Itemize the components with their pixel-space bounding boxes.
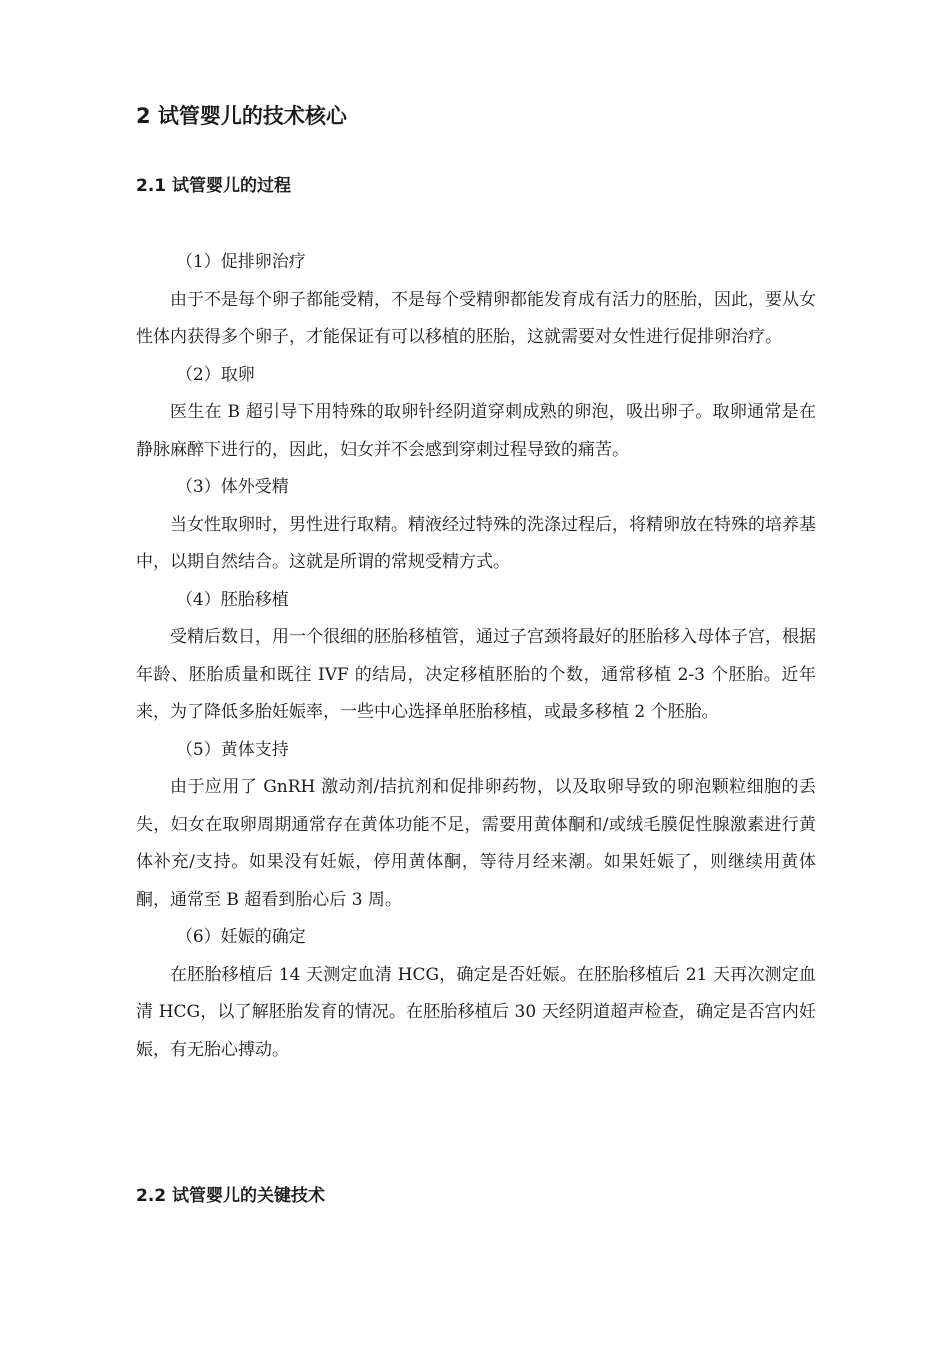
step-title-3: （3）体外受精	[175, 477, 289, 497]
step-title-2: （2）取卵	[175, 364, 255, 385]
section-heading-2-1: 2.1 试管婴儿的过程	[136, 176, 292, 196]
chapter-heading: 2 试管婴儿的技术核心	[136, 104, 347, 128]
section-heading-2-2: 2.2 试管婴儿的关键技术	[136, 1186, 326, 1206]
step-paragraph-1: 由于不是每个卵子都能受精，不是每个受精卵都能发育成有活力的胚胎，因此，要从女性体内获得多个卵子，才能保证有可以移植的胚胎，这就需要对女性进行促排卵治疗。	[136, 289, 816, 347]
step-title-5: （5）黄体支持	[175, 739, 289, 760]
step-paragraph-4: 受精后数日，用一个很细的胚胎移植管，通过子宫颈将最好的胚胎移入母体子宫，根据年龄、胚胎质量和既往 IVF 的结局，决定移植胚胎的个数，通常移植 2-3 个胚胎。近年来，为了降低多胎妊娠率，一些中心选择单胚胎移植，或最多移植 2 个胚胎。	[136, 627, 816, 722]
step-title-6: （6）妊娠的确定	[175, 927, 306, 947]
step-paragraph-5: 由于应用了 GnRH 激动剂/拮抗剂和促排卵药物，以及取卵导致的卵泡颗粒细胞的丢失，妇女在取卵周期通常存在黄体功能不足，需要用黄体酮和/或绒毛膜促性腺激素进行黄体补充/支持。如果没有妊娠，停用黄体酮，等待月经来潮。如果妊娠了，则继续用黄体酮，通常至 B 超看到胎心后 3 周。	[136, 777, 816, 910]
section-2-1-body	[136, 244, 816, 1069]
step-paragraph-6: 在胚胎移植后 14 天测定血清 HCG，确定是否妊娠。在胚胎移植后 21 天再次测定血清 HCG，以了解胚胎发育的情况。在胚胎移植后 30 天经阴道超声检查，确定是否宫内妊娠，有无胎心搏动。	[136, 964, 816, 1060]
step-title-4: （4）胚胎移植	[175, 589, 289, 610]
step-paragraph-3: 当女性取卵时，男性进行取精。精液经过特殊的洗涤过程后，将精卵放在特殊的培养基中，以期自然结合。这就是所谓的常规受精方式。	[136, 514, 816, 572]
step-title-1: （1）促排卵治疗	[175, 252, 306, 272]
step-paragraph-2: 医生在 B 超引导下用特殊的取卵针经阴道穿刺成熟的卵泡，吸出卵子。取卵通常是在静脉麻醉下进行的，因此，妇女并不会感到穿刺过程导致的痛苦。	[136, 402, 816, 460]
